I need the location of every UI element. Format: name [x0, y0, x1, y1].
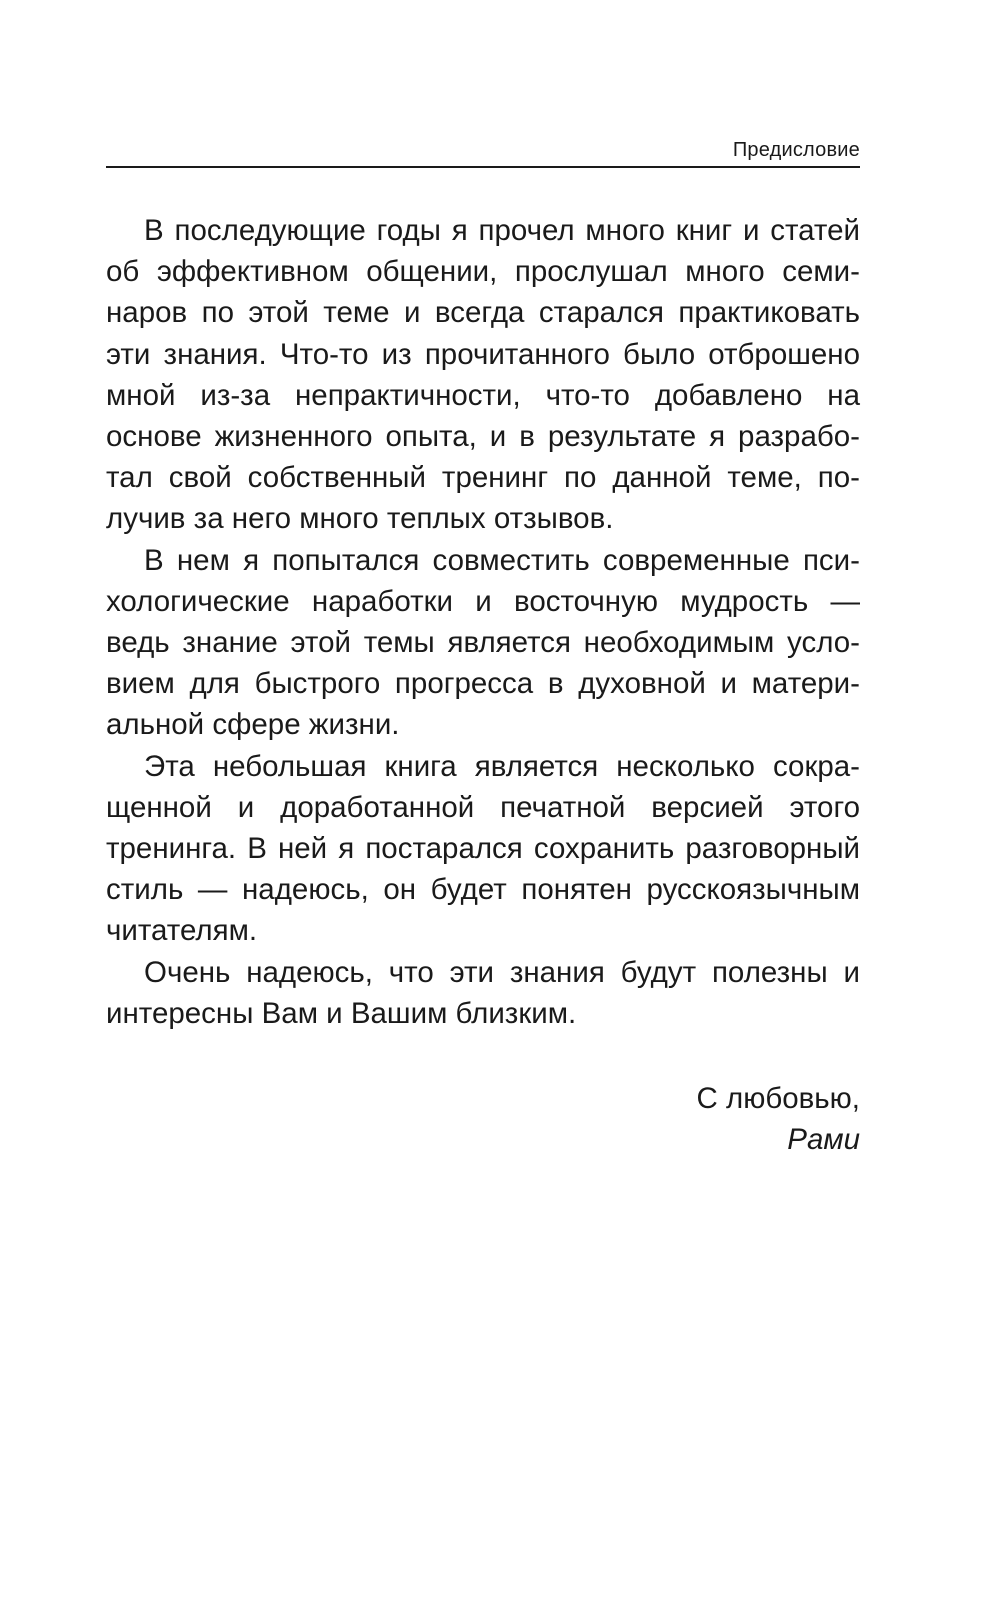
paragraph-2: В нем я попытался совместить современные психологические наработки и восточную мудрость — ведь знание этой темы является необходимым условием для быстрого прогресса в духовной и материальной сфере жизни. — [106, 543, 860, 742]
author-name: Рами — [787, 1123, 860, 1156]
running-header — [106, 136, 860, 168]
paragraph-4: Очень надеюсь, что эти знания будут полезны и интересны Вам и Вашим близким. — [106, 955, 860, 1030]
paragraph-1: В последующие годы я прочел много книг и статей об эффективном общении, прослушал много семинаров по этой теме и всегда старался практиковать эти знания. Что-то из прочитанного было отброшено мной из-за непрактичности, что-то добавлено на основе жизненного опыта, и в результате я разработал свой собственный тренинг по данной теме, получив за него много теплых отзывов. — [106, 214, 860, 536]
section-title: Предисловие — [732, 139, 860, 161]
body-text — [106, 210, 860, 1034]
signature-closing: С любовью, — [696, 1082, 860, 1115]
signature-block — [696, 1078, 860, 1160]
paragraph-3: Эта небольшая книга является несколько сокращенной и доработанной печатной версией этого тренинга. В ней я постарался сохранить разговорный стиль — надеюсь, он будет понятен русскоязычным читателям. — [106, 749, 860, 948]
